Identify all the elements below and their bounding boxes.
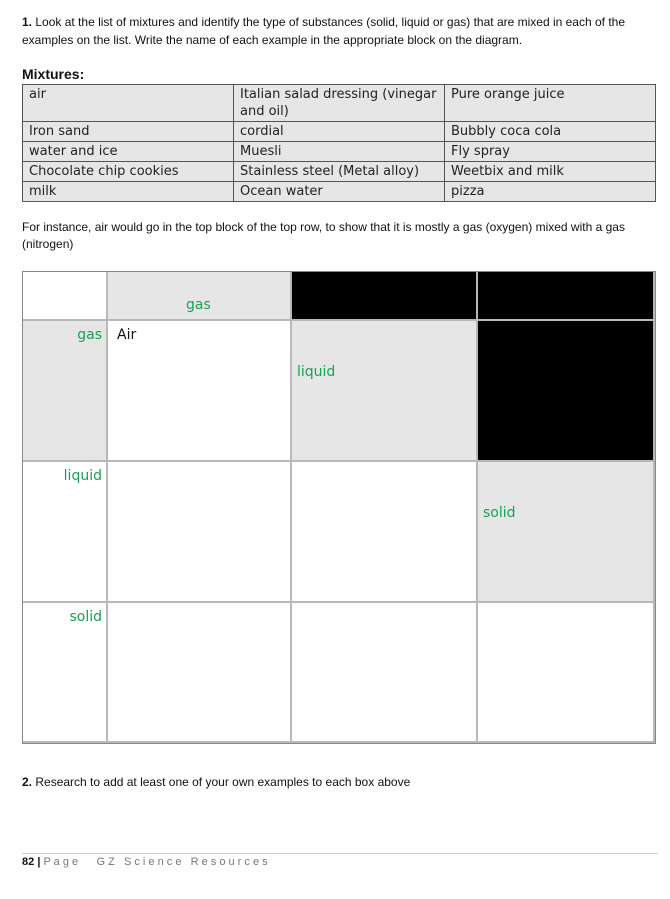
row-header-gas-cell [23,321,108,462]
grid-blocked-cell [478,272,655,321]
table-cell: Muesli [234,142,445,162]
answer-cell[interactable] [292,603,478,743]
row-label-gas: gas [77,327,102,343]
question-2-text: Research to add at least one of your own examples to each box above [35,775,411,789]
table-cell: pizza [445,182,656,202]
table-cell: Bubbly coca cola [445,122,656,142]
example-entry-air: Air [117,327,137,343]
question-1 [22,13,658,49]
question-1-text: Look at the list of mixtures and identify the type of substances (solid, liquid or gas) that are mixed in each of the examples on the list. Write the name of each example in the appropriate block on the diagram. [22,15,626,47]
table-cell: Italian salad dressing (vinegar and oil) [234,85,445,122]
table-cell: milk [23,182,234,202]
inner-label-solid: solid [483,505,516,521]
row-label-solid: solid [69,609,102,625]
table-cell: cordial [234,122,445,142]
table-row [23,122,656,142]
table-cell: Pure orange juice [445,85,656,122]
footer-separator: | [37,856,41,868]
answer-cell[interactable] [108,462,292,603]
table-row [23,142,656,162]
diagonal-solid-cell [478,462,655,603]
row-header-liquid-cell [23,462,108,603]
table-row [23,182,656,202]
table-cell: Stainless steel (Metal alloy) [234,162,445,182]
table-cell: Fly spray [445,142,656,162]
grid-corner-cell [23,272,108,321]
instance-text: For instance, air would go in the top block of the top row, to show that it is mostly a gas (oxygen) mixed with a gas (nitrogen) [22,220,625,251]
grid-blocked-cell [478,321,655,462]
footer-divider [22,853,658,854]
question-1-number: 1. [22,15,33,29]
table-cell: Ocean water [234,182,445,202]
table-cell: Iron sand [23,122,234,142]
table-row [23,85,656,122]
diagonal-liquid-cell [292,321,478,462]
page-footer [22,856,268,868]
table-row [23,162,656,182]
page-number: 82 [22,856,35,868]
table-cell: air [23,85,234,122]
table-cell: Chocolate chip cookies [23,162,234,182]
mixture-grid [22,271,656,744]
row-label-liquid: liquid [63,468,102,484]
grid-blocked-cell [292,272,478,321]
question-2-number: 2. [22,775,33,789]
question-2 [22,775,410,789]
answer-cell[interactable] [292,462,478,603]
mixtures-table [22,84,656,202]
inner-label-liquid: liquid [297,364,336,380]
row-header-solid-cell [23,603,108,743]
answer-cell[interactable] [478,603,655,743]
grid-header-gas-cell [108,272,292,321]
table-cell: water and ice [23,142,234,162]
publisher-name: G Z S c i e n c e R e s o u r c e s [96,856,268,868]
page-word: P a g e [43,856,79,868]
mixtures-heading: Mixtures: [22,66,85,82]
table-cell: Weetbix and milk [445,162,656,182]
answer-cell[interactable] [108,603,292,743]
answer-cell[interactable] [108,321,292,462]
col-header-gas: gas [186,297,211,313]
